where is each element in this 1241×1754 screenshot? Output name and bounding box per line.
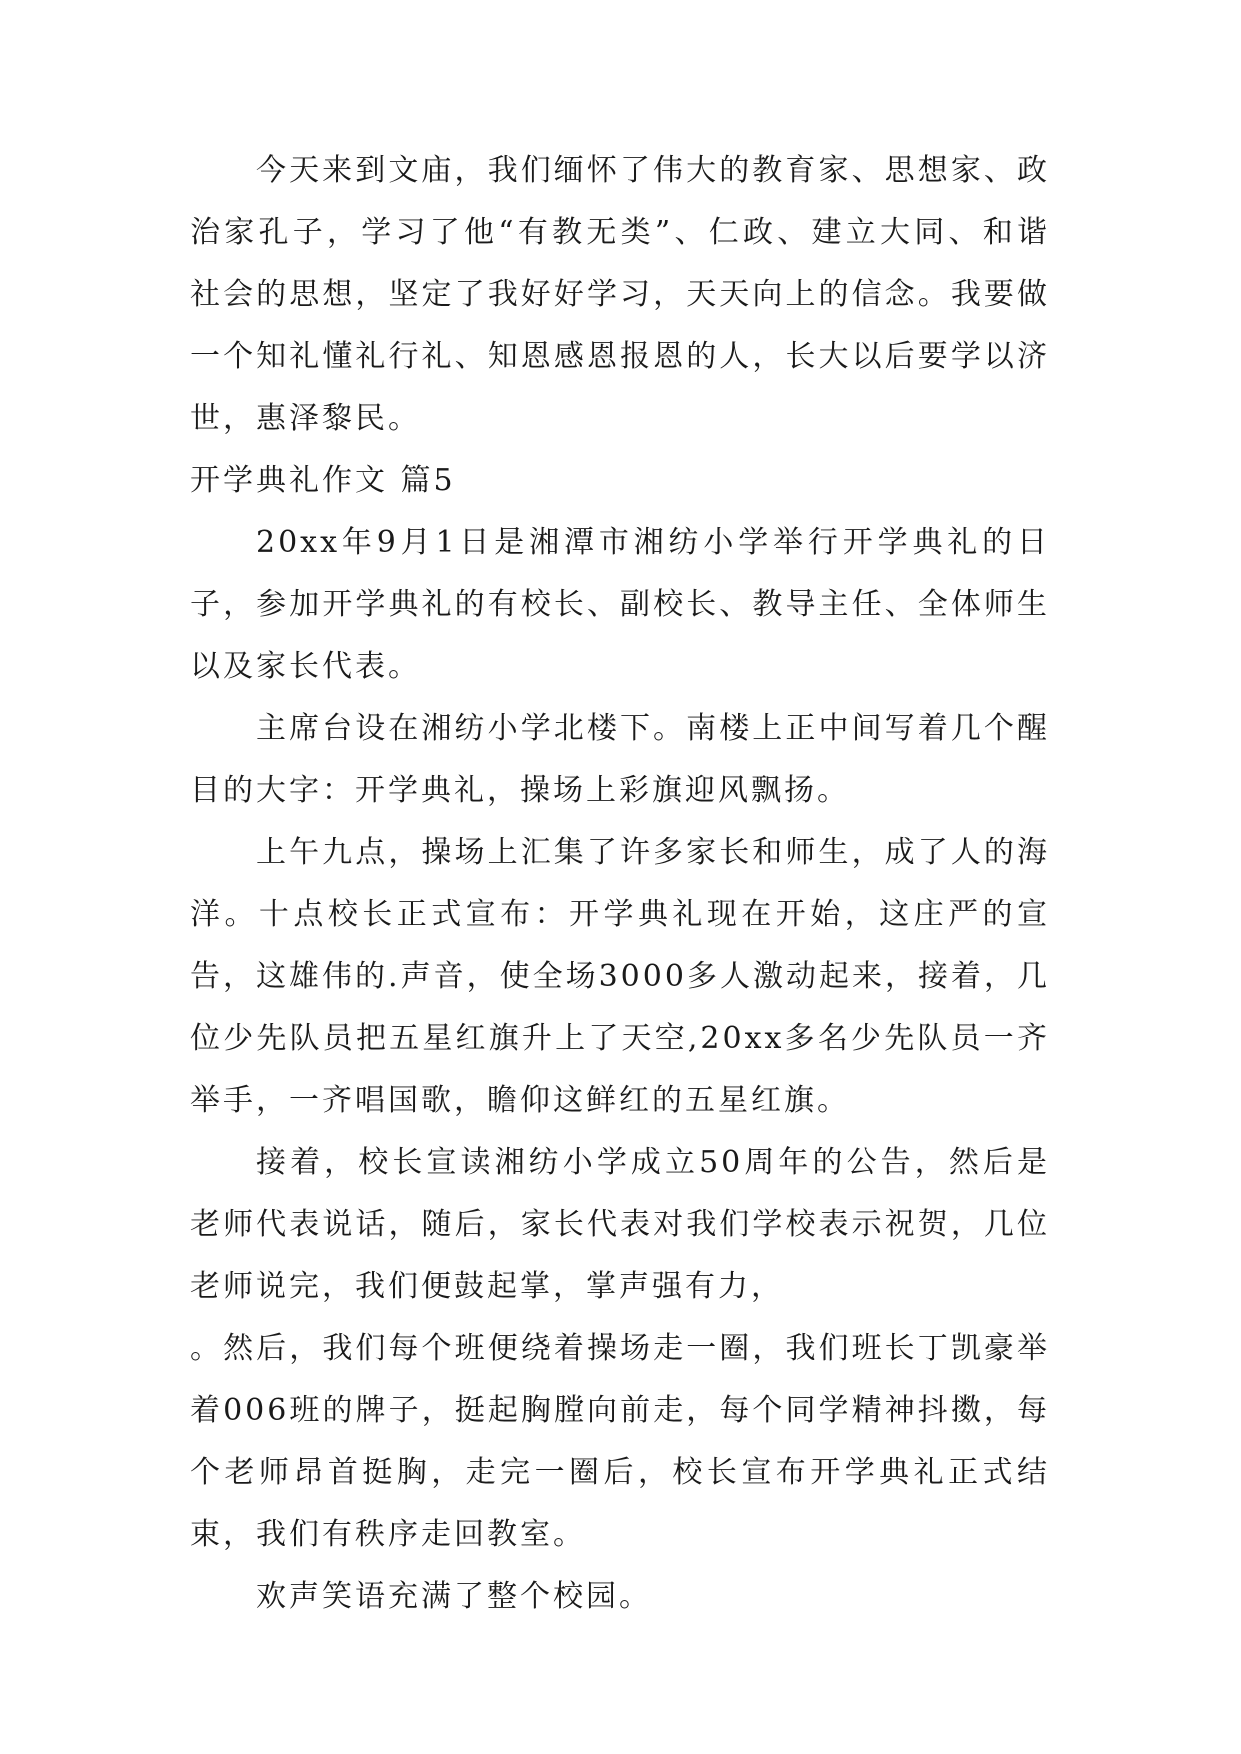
paragraph-speeches: 接着，校长宣读湘纺小学成立50周年的公告，然后是老师代表说话，随后，家长代表对我们学校表示祝贺，几位老师说完，我们便鼓起掌，掌声强有力， bbox=[190, 1145, 1050, 1304]
paragraph-stage: 主席台设在湘纺小学北楼下。南楼上正中间写着几个醒目的大字：开学典礼，操场上彩旗迎风飘扬。 bbox=[190, 711, 1050, 808]
paragraph-flag-raising: 上午九点，操场上汇集了许多家长和师生，成了人的海洋。十点校长正式宣布：开学典礼现在开始，这庄严的宣告，这雄伟的.声音，使全场3000多人激动起来，接着，几位少先队员把五星红旗升上了天空,20xx多名少先队员一齐举手，一齐唱国歌，瞻仰这鲜红的五星红旗。 bbox=[190, 835, 1050, 1118]
section-heading: 开学典礼作文 篇5 bbox=[190, 463, 456, 498]
paragraph-parade: 。然后，我们每个班便绕着操场走一圈，我们班长丁凯豪举着006班的牌子，挺起胸膛向前走，每个同学精神抖擞，每个老师昂首挺胸，走完一圈后，校长宣布开学典礼正式结束，我们有秩序走回教室。 bbox=[190, 1331, 1050, 1552]
paragraph-ceremony-date: 20xx年9月1日是湘潭市湘纺小学举行开学典礼的日子，参加开学典礼的有校长、副校长、教导主任、全体师生以及家长代表。 bbox=[190, 525, 1050, 684]
paragraph-closing: 欢声笑语充满了整个校园。 bbox=[256, 1579, 652, 1614]
paragraph-wenmiao: 今天来到文庙，我们缅怀了伟大的教育家、思想家、政治家孔子，学习了他“有教无类”、仁政、建立大同、和谐社会的思想，坚定了我好好学习，天天向上的信念。我要做一个知礼懂礼行礼、知恩感恩报恩的人，长大以后要学以济世，惠泽黎民。 bbox=[190, 153, 1050, 436]
document-body bbox=[190, 140, 1050, 1628]
